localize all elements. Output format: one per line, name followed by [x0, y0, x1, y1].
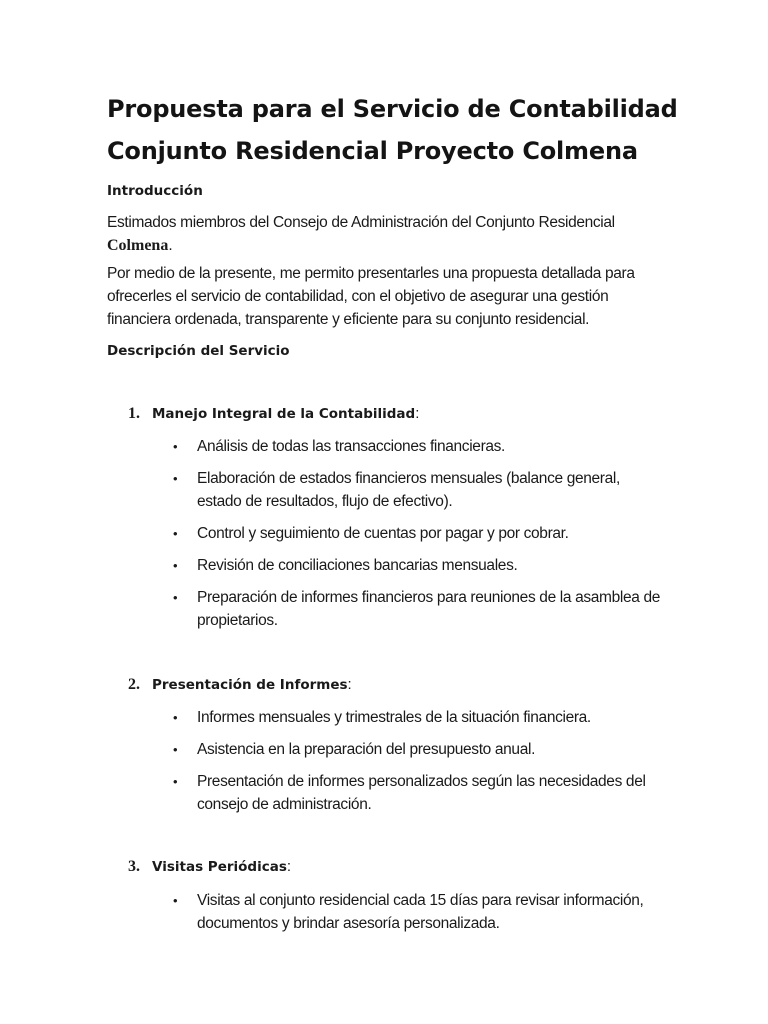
- section-number: 1.: [128, 405, 140, 422]
- greeting-line-1: Estimados miembros del Consejo de Administración del Conjunto Residencial: [107, 214, 615, 231]
- section-title: 2. Presentación de Informes:: [128, 676, 352, 693]
- section-number: 3.: [128, 858, 140, 875]
- bullet-icon: •: [173, 439, 178, 454]
- bullet-icon: •: [173, 742, 178, 757]
- greeting-bold-name: Colmena: [107, 237, 169, 254]
- bullet-icon: •: [173, 558, 178, 573]
- document-title: [107, 88, 678, 172]
- bullet-icon: •: [173, 526, 178, 541]
- body-line-3: financiera ordenada, transparente y eficiente para su conjunto residencial.: [107, 311, 590, 328]
- bullet-icon: •: [173, 471, 178, 486]
- bullet-icon: •: [173, 774, 178, 789]
- greeting-paragraph: [107, 211, 667, 257]
- section-title: 1. Manejo Integral de la Contabilidad:: [128, 405, 420, 422]
- intro-body-paragraph: [107, 262, 667, 331]
- bullet-icon: •: [173, 893, 178, 908]
- bullet-icon: •: [173, 590, 178, 605]
- document-page: Propuesta para el Servicio de Contabilidad Conjunto Residencial Proyecto Colmena Introducción Estimados miembros del Consejo de Administración del Conjunto Residencial Colmena. Por medio de la presente, me permito presentarles una propuesta detallada para ofrecerles el servicio de contabilidad, con el objetivo de asegurar una gestión financiera ordenada, transparente y eficiente para su conjunto residencial. Descripción del Servicio 1. Manejo Integral de la Contabilidad: • Análisis de todas las transacciones financieras. • Elaboración de estados financieros mensuales (balance general, estado de resultados, flujo de efectivo). • Control y seguimiento de cuentas por pagar y por cobrar. • Revisión de conciliaciones bancarias mensuales. • Preparación de informes financieros para reuniones de la asamblea de propietarios. 2. Presentación de Informes: • Informes mensuales y trimestrales de la situación financiera. • Asistencia en la preparación del presupuesto anual. • Presentación de informes personalizados según las necesidades del consejo de administración. 3. Visitas Periódicas: • Visitas al conjunto residencial cada 15 días para revisar información, documentos y brindar asesoría personalizada.: [0, 0, 768, 1024]
- title-line-2: Conjunto Residencial Proyecto Colmena: [107, 137, 638, 165]
- service-description-heading: Descripción del Servicio: [107, 343, 290, 359]
- section-label: Presentación de Informes: [152, 677, 348, 693]
- section-label: Manejo Integral de la Contabilidad: [152, 406, 416, 422]
- bullet-icon: •: [173, 710, 178, 725]
- section-label: Visitas Periódicas: [152, 859, 287, 875]
- intro-heading: Introducción: [107, 183, 203, 199]
- body-line-1: Por medio de la presente, me permito presentarles una propuesta detallada para: [107, 265, 635, 282]
- body-line-2: ofrecerles el servicio de contabilidad, con el objetivo de asegurar una gestión: [107, 288, 609, 305]
- section-title: 3. Visitas Periódicas:: [128, 858, 292, 875]
- title-line-1: Propuesta para el Servicio de Contabilidad: [107, 95, 678, 123]
- section-number: 2.: [128, 676, 140, 693]
- greeting-end: .: [168, 237, 173, 254]
